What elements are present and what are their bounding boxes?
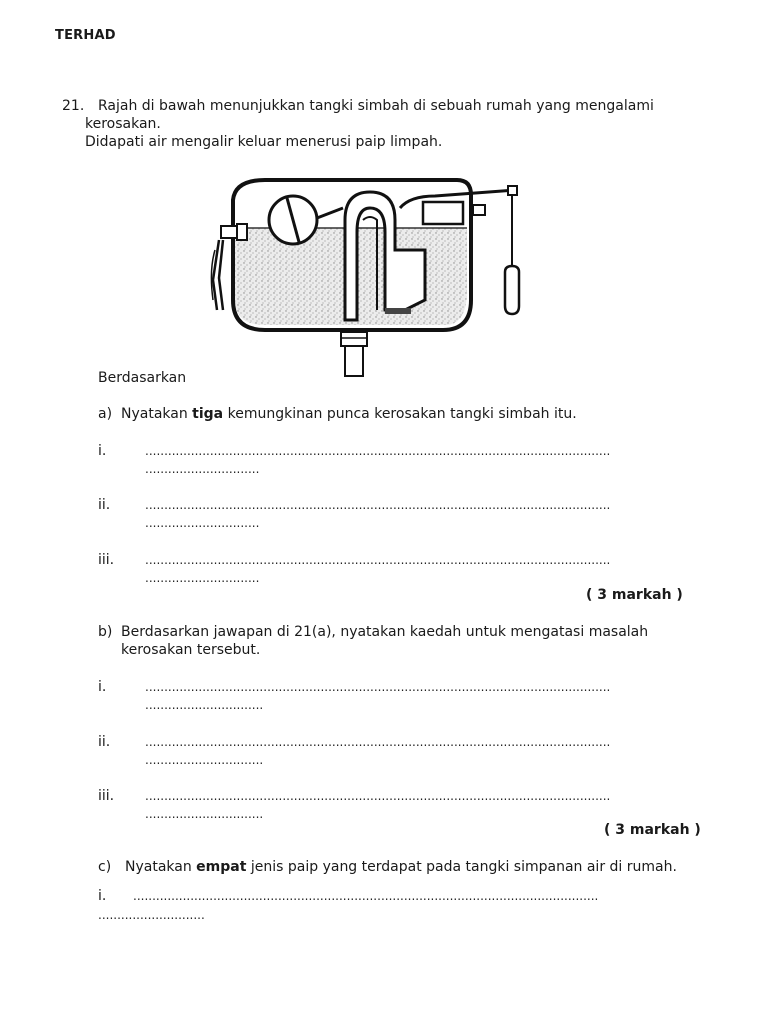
siphon-tube [345, 192, 425, 320]
part-b-marks: ( 3 markah ) [604, 822, 701, 838]
part-a-item-2-label: ii. [98, 497, 111, 513]
cistern-diagram [195, 160, 535, 385]
part-b-item-2-line[interactable]: .......................................................................................................................... [145, 735, 611, 749]
part-b-label: b) [98, 624, 113, 640]
part-a-label: a) [98, 406, 113, 422]
classification-header: TERHAD [55, 28, 116, 43]
lead-in-text: Berdasarkan [98, 370, 187, 386]
part-c-item-1-line-2[interactable]: ............................ [98, 908, 205, 922]
pull-chain-handle [505, 266, 519, 314]
part-b-question-line-1: Berdasarkan jawapan di 21(a), nyatakan kaedah untuk mengatasi masalah [121, 624, 649, 640]
part-a-marks: ( 3 markah ) [586, 587, 683, 603]
part-a-item-3-line[interactable]: .......................................................................................................................... [145, 553, 611, 567]
part-b-item-3-label: iii. [98, 788, 115, 804]
question-line-2: kerosakan. [85, 116, 161, 132]
part-c-item-1-label: i. [98, 888, 107, 904]
part-c-item-1-line[interactable]: .......................................................................................................................... [133, 889, 599, 903]
part-c-label: c) [98, 859, 112, 875]
part-b-item-1-line-2[interactable]: ............................... [145, 698, 264, 712]
part-b-item-1-label: i. [98, 679, 107, 695]
part-c-question: Nyatakan empat jenis paip yang terdapat pada tangki simpanan air di rumah. [125, 859, 677, 875]
question-line-3: Didapati air mengalir keluar menerusi paip limpah. [85, 134, 443, 150]
part-a-item-1-line-2[interactable]: .............................. [145, 462, 260, 476]
part-b-question-line-2: kerosakan tersebut. [121, 642, 261, 658]
part-b-item-2-label: ii. [98, 734, 111, 750]
question-line-1: Rajah di bawah menunjukkan tangki simbah di sebuah rumah yang mengalami [98, 98, 654, 114]
part-a-item-2-line[interactable]: .......................................................................................................................... [145, 498, 611, 512]
part-b-item-3-line-2[interactable]: ............................... [145, 807, 264, 821]
part-b-item-2-line-2[interactable]: ............................... [145, 753, 264, 767]
part-a-item-3-label: iii. [98, 552, 115, 568]
part-b-item-1-line[interactable]: .......................................................................................................................... [145, 680, 611, 694]
part-a-question: Nyatakan tiga kemungkinan punca kerosakan tangki simbah itu. [121, 406, 577, 422]
part-b-item-3-line[interactable]: .......................................................................................................................... [145, 789, 611, 803]
part-a-item-2-line-2[interactable]: .............................. [145, 516, 260, 530]
part-a-item-1-label: i. [98, 443, 107, 459]
question-number: 21. [62, 98, 85, 114]
part-a-item-1-line[interactable]: .......................................................................................................................... [145, 444, 611, 458]
part-a-item-3-line-2[interactable]: .............................. [145, 571, 260, 585]
